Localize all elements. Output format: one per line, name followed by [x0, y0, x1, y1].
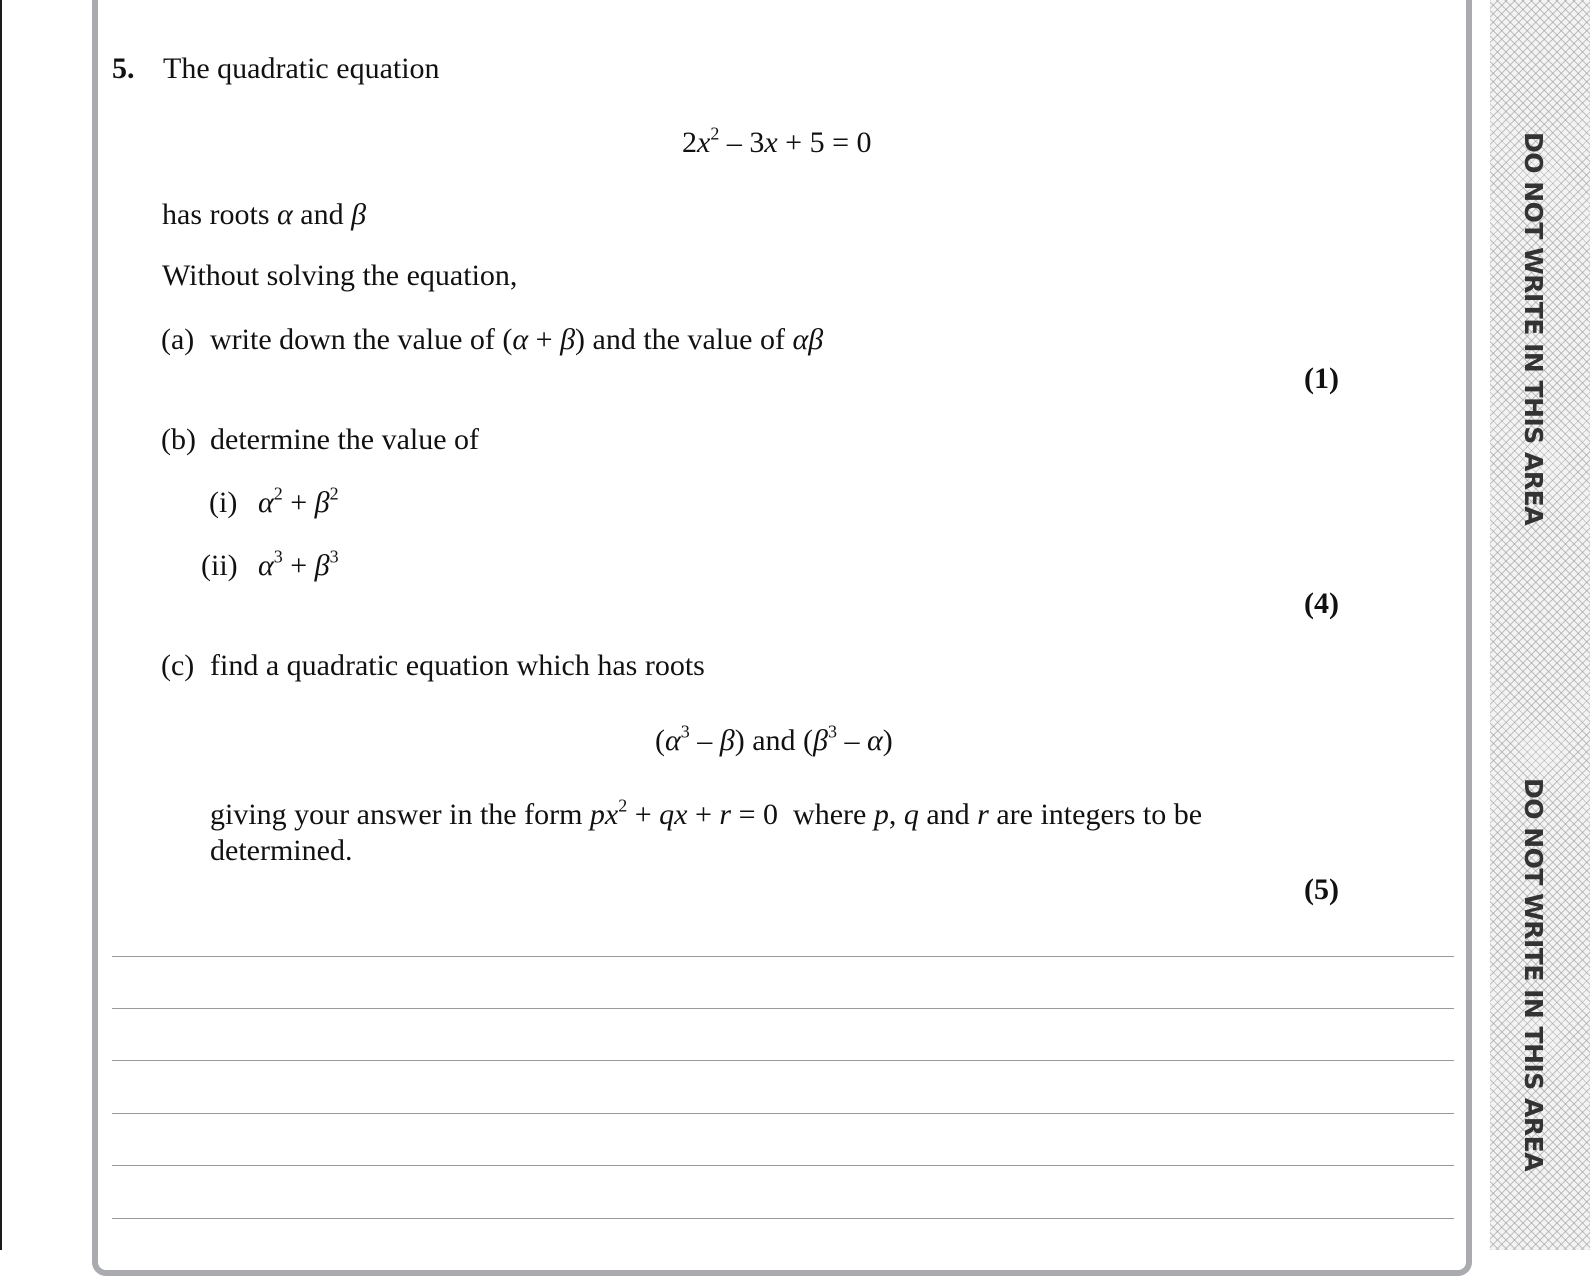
answer-line[interactable]	[112, 1060, 1454, 1061]
margin-notice-top: DO NOT WRITE IN THIS AREA	[1519, 132, 1548, 526]
answer-line[interactable]	[112, 956, 1454, 957]
part-a-label: (a)	[161, 323, 195, 356]
answer-line[interactable]	[112, 1113, 1454, 1114]
part-c-roots: $(\alpha^3 - \beta)$ and $(\beta^3 - \alpha)$	[655, 721, 893, 757]
part-b-label: (b)	[161, 423, 196, 456]
part-c-marks: (5)	[1304, 873, 1339, 906]
part-b-marks: (4)	[1304, 587, 1339, 620]
main-equation: $2x^2 - 3x + 5 = 0$	[682, 123, 872, 159]
part-c-form-line: giving your answer in the form $px^2$ + qx + r = 0 where p, q and r are integers to be	[210, 795, 1203, 831]
answer-line[interactable]	[112, 1165, 1454, 1166]
part-c-label: (c)	[161, 649, 195, 682]
question-frame	[92, 0, 1472, 1276]
part-a-marks: (1)	[1304, 362, 1339, 395]
part-b-ii-expression: $\alpha^3 + \beta^3$	[258, 546, 339, 582]
margin-notice-bottom: DO NOT WRITE IN THIS AREA	[1519, 778, 1548, 1172]
part-c-form-line-2: determined.	[210, 834, 353, 867]
part-c-text: find a quadratic equation which has roots	[210, 649, 705, 682]
part-b-i-label: (i)	[209, 486, 238, 519]
question-intro: The quadratic equation	[163, 52, 440, 85]
page-left-edge	[0, 0, 2, 1250]
part-b-ii-label: (ii)	[201, 549, 238, 582]
answer-line[interactable]	[112, 1008, 1454, 1009]
part-b-text: determine the value of	[210, 423, 480, 456]
part-a-text: write down the value of (α + β) and the value of αβ	[210, 323, 824, 356]
answer-line[interactable]	[112, 1218, 1454, 1219]
instruction: Without solving the equation,	[162, 259, 518, 292]
roots-line: has roots α and β	[162, 198, 367, 231]
question-number: 5.	[112, 52, 135, 85]
part-b-i-expression: $\alpha^2 + \beta^2$	[258, 483, 339, 519]
